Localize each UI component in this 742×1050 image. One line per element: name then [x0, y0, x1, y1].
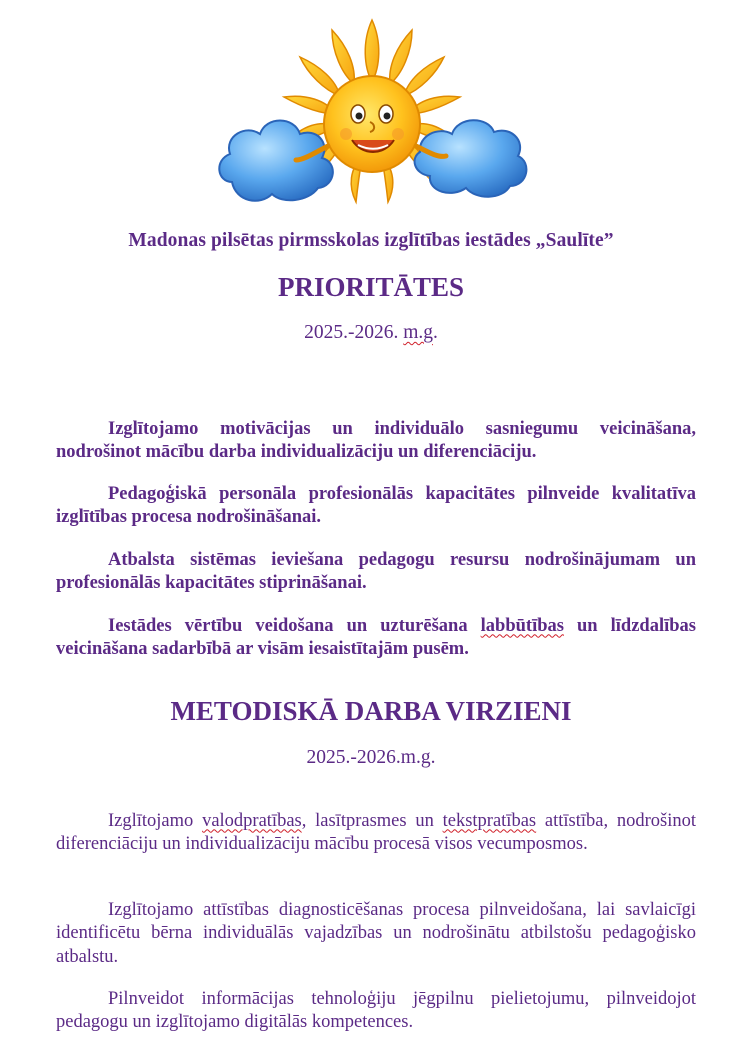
institution-name: Madonas pilsētas pirmsskolas izglītības iestādes „Saulīte” — [128, 230, 614, 251]
sun-logo-icon — [212, 12, 532, 232]
spellcheck-mark: valodpratības — [202, 810, 302, 831]
priority-item: Iestādes vērtību veidošana un uzturēšana labbūtības un līdzdalības veicināšana sadarbībā ar visām iesaistītajām pusēm. — [56, 615, 696, 659]
method-item: Pilnveidot informācijas tehnoloģiju jēgpilnu pielietojumu, pilnveidojot pedagogu un izglītojamo digitālās kompetences. — [56, 988, 696, 1032]
spellcheck-mark: tekstpratības — [442, 810, 537, 831]
method-item: Izglītojamo attīstības diagnosticēšanas procesa pilnveidošana, lai savlaicīgi identificētu bērna individuālās vajadzības un nodrošinātu atbilstošu pedagoģisko atbalstu. — [56, 899, 696, 967]
priorities-year: 2025.-2026. m.g. — [304, 322, 438, 343]
priorities-title: PRIORITĀTES — [277, 272, 465, 302]
spellcheck-mark: m.g — [403, 322, 434, 343]
priority-item: Atbalsta sistēmas ieviešana pedagogu resursu nodrošinājumam un profesionālās kapacitātes stiprināšanai. — [56, 549, 696, 593]
method-item: Izglītojamo valodpratības, lasītprasmes un tekstpratības attīstība, nodrošinot diferenciāciju un individualizāciju mācību procesā visos vecumposmos. — [56, 810, 696, 854]
methods-year: 2025.-2026.m.g. — [306, 747, 436, 768]
priority-item: Izglītojamo motivācijas un individuālo sasniegumu veicināšana, nodrošinot mācību darba individualizāciju un diferenciāciju. — [56, 418, 696, 462]
priority-item: Pedagoģiskā personāla profesionālās kapacitātes pilnveide kvalitatīva izglītības procesa nodrošināšanai. — [56, 483, 696, 527]
methods-title: METODISKĀ DARBA VIRZIENI — [170, 696, 572, 726]
spellcheck-mark: labbūtības — [480, 615, 564, 636]
